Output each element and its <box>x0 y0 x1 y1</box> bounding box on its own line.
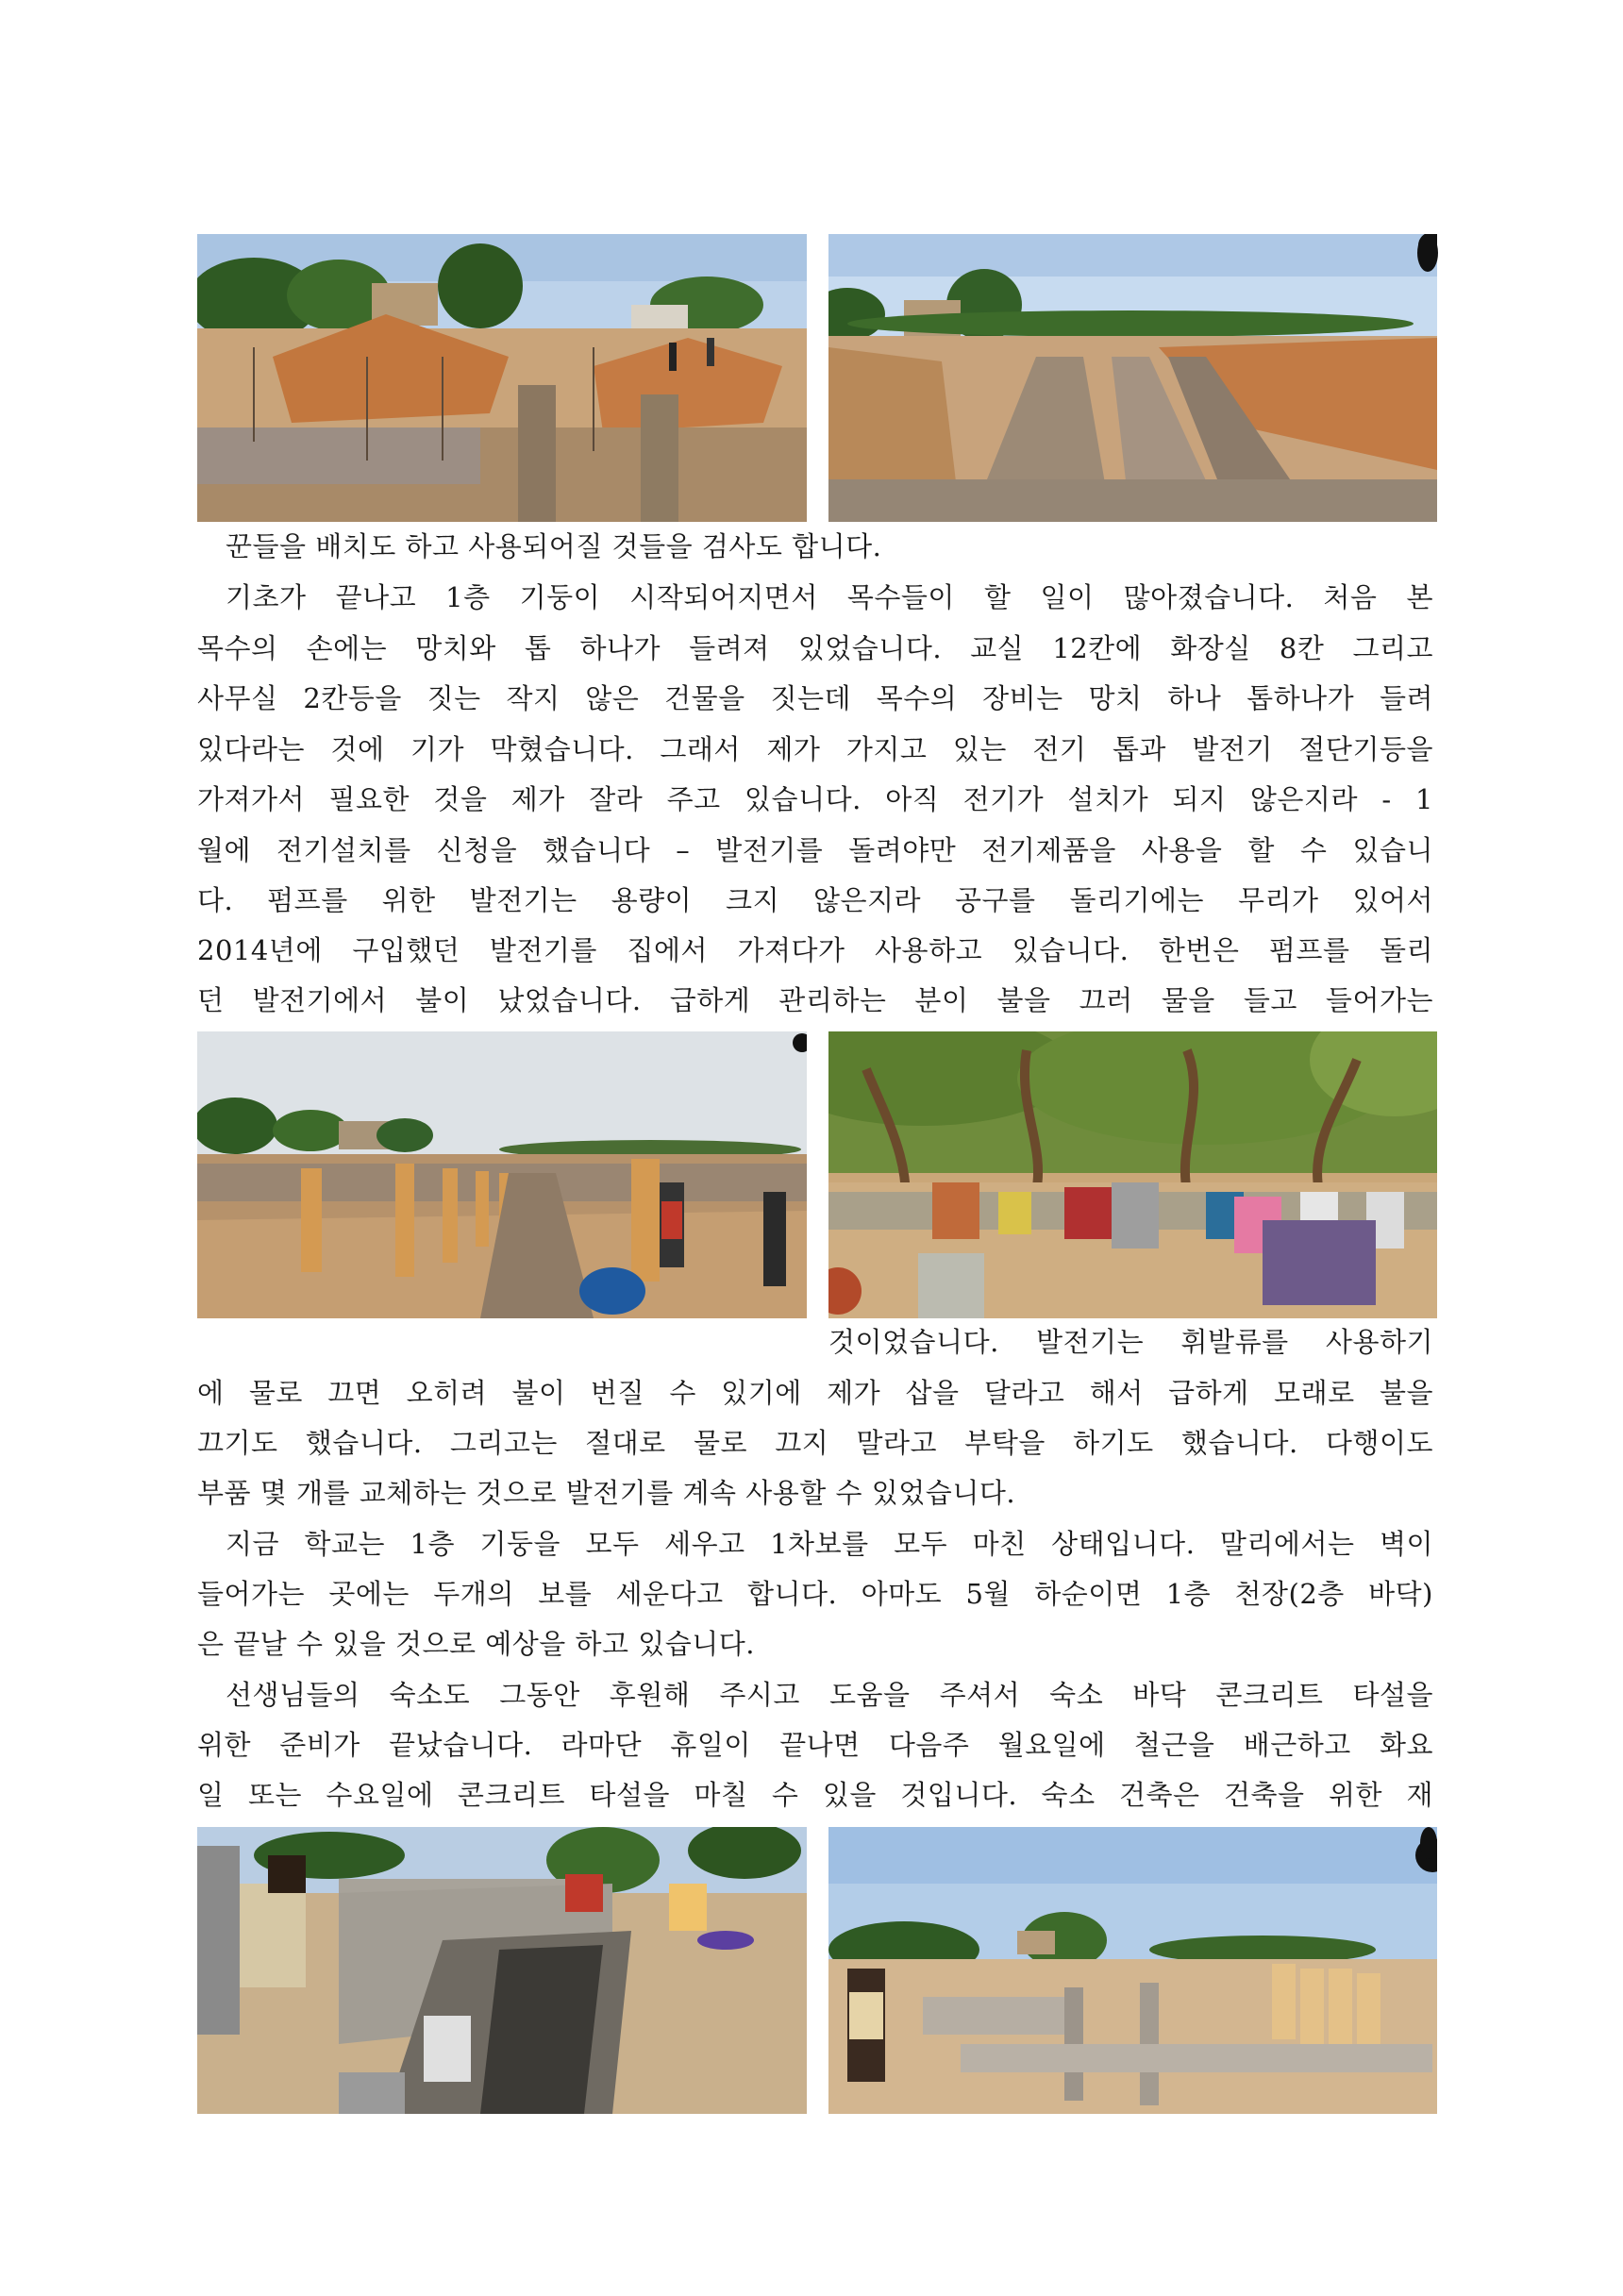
photo-foundation-trenches-1 <box>197 234 807 522</box>
paragraph-line: 기초가 끝나고 1층 기둥이 시작되어지면서 목수들이 할 일이 많아졌습니다. 처음 본 <box>226 581 1433 613</box>
paragraph-line: 들어가는 곳에는 두개의 보를 세운다고 합니다. 아마도 5월 하순이면 1층 천장(2층 바닥) <box>197 1578 1433 1610</box>
photo-rebar-trench-workers <box>197 1827 807 2114</box>
paragraph-line: 지금 학교는 1층 기둥을 모두 세우고 1차보를 모두 마친 상태입니다. 말리에서는 벽이 <box>226 1528 1433 1560</box>
photo-workers-under-trees <box>828 1031 1437 1318</box>
paragraph-line: 2014년에 구입했던 발전기를 집에서 가져다가 사용하고 있습니다. 한번은 펌프를 돌리 <box>197 934 1433 966</box>
paragraph-line: 꾼들을 배치도 하고 사용되어질 것들을 검사도 합니다. <box>226 530 882 562</box>
paragraph-line: 목수의 손에는 망치와 톱 하나가 들려져 있었습니다. 교실 12칸에 화장실 8칸 그리고 <box>197 632 1433 664</box>
paragraph-line: 가져가서 필요한 것을 제가 잘라 주고 있습니다. 아직 전기가 설치가 되지 않은지라 - 1 <box>197 783 1433 815</box>
paragraph-line: 것이었습니다. 발전기는 휘발류를 사용하기 <box>828 1326 1433 1358</box>
scan-edge-mark <box>1420 1827 1437 1859</box>
paragraph-line: 위한 준비가 끝났습니다. 라마단 휴일이 끝나면 다음주 월요일에 철근을 배근하고 화요 <box>197 1729 1433 1761</box>
paragraph-line: 던 발전기에서 불이 났었습니다. 급하게 관리하는 분이 불을 끄러 물을 들고 들어가는 <box>197 984 1433 1016</box>
photo-column-formwork <box>197 1031 807 1318</box>
paragraph-line: 사무실 2칸등을 짓는 작지 않은 건물을 짓는데 목수의 장비는 망치 하나 톱하나가 들려 <box>197 682 1433 714</box>
paragraph-line: 에 물로 끄면 오히려 불이 번질 수 있기에 제가 삽을 달라고 해서 급하게 모래로 불을 <box>197 1377 1433 1409</box>
paragraph-line: 일 또는 수요일에 콘크리트 타설을 마칠 수 있을 것입니다. 숙소 건축은 건축을 위한 재 <box>197 1779 1433 1811</box>
paragraph-line: 있다라는 것에 기가 막혔습니다. 그래서 제가 가지고 있는 전기 톱과 발전기 절단기등을 <box>197 733 1433 765</box>
paragraph-line: 끄기도 했습니다. 그리고는 절대로 물로 끄지 말라고 부탁을 하기도 했습니다. 다행이도 <box>197 1427 1433 1459</box>
paragraph-line: 다. 펌프를 위한 발전기는 용량이 크지 않은지라 공구를 돌리기에는 무리가 있어서 <box>197 884 1433 916</box>
paragraph-line: 부품 몇 개를 교체하는 것으로 발전기를 계속 사용할 수 있었습니다. <box>197 1477 1016 1509</box>
paragraph-line: 월에 전기설치를 신청을 했습니다 – 발전기를 돌려야만 전기제품을 사용을 할 수 있습니 <box>197 834 1433 866</box>
paragraph-line: 은 끝날 수 있을 것으로 예상을 하고 있습니다. <box>197 1628 755 1660</box>
photo-foundation-trenches-2 <box>828 234 1437 522</box>
photo-foundation-grid <box>828 1827 1437 2114</box>
paragraph-line: 선생님들의 숙소도 그동안 후원해 주시고 도움을 주셔서 숙소 바닥 콘크리트 타설을 <box>226 1679 1433 1711</box>
scan-edge-mark <box>1417 234 1438 272</box>
